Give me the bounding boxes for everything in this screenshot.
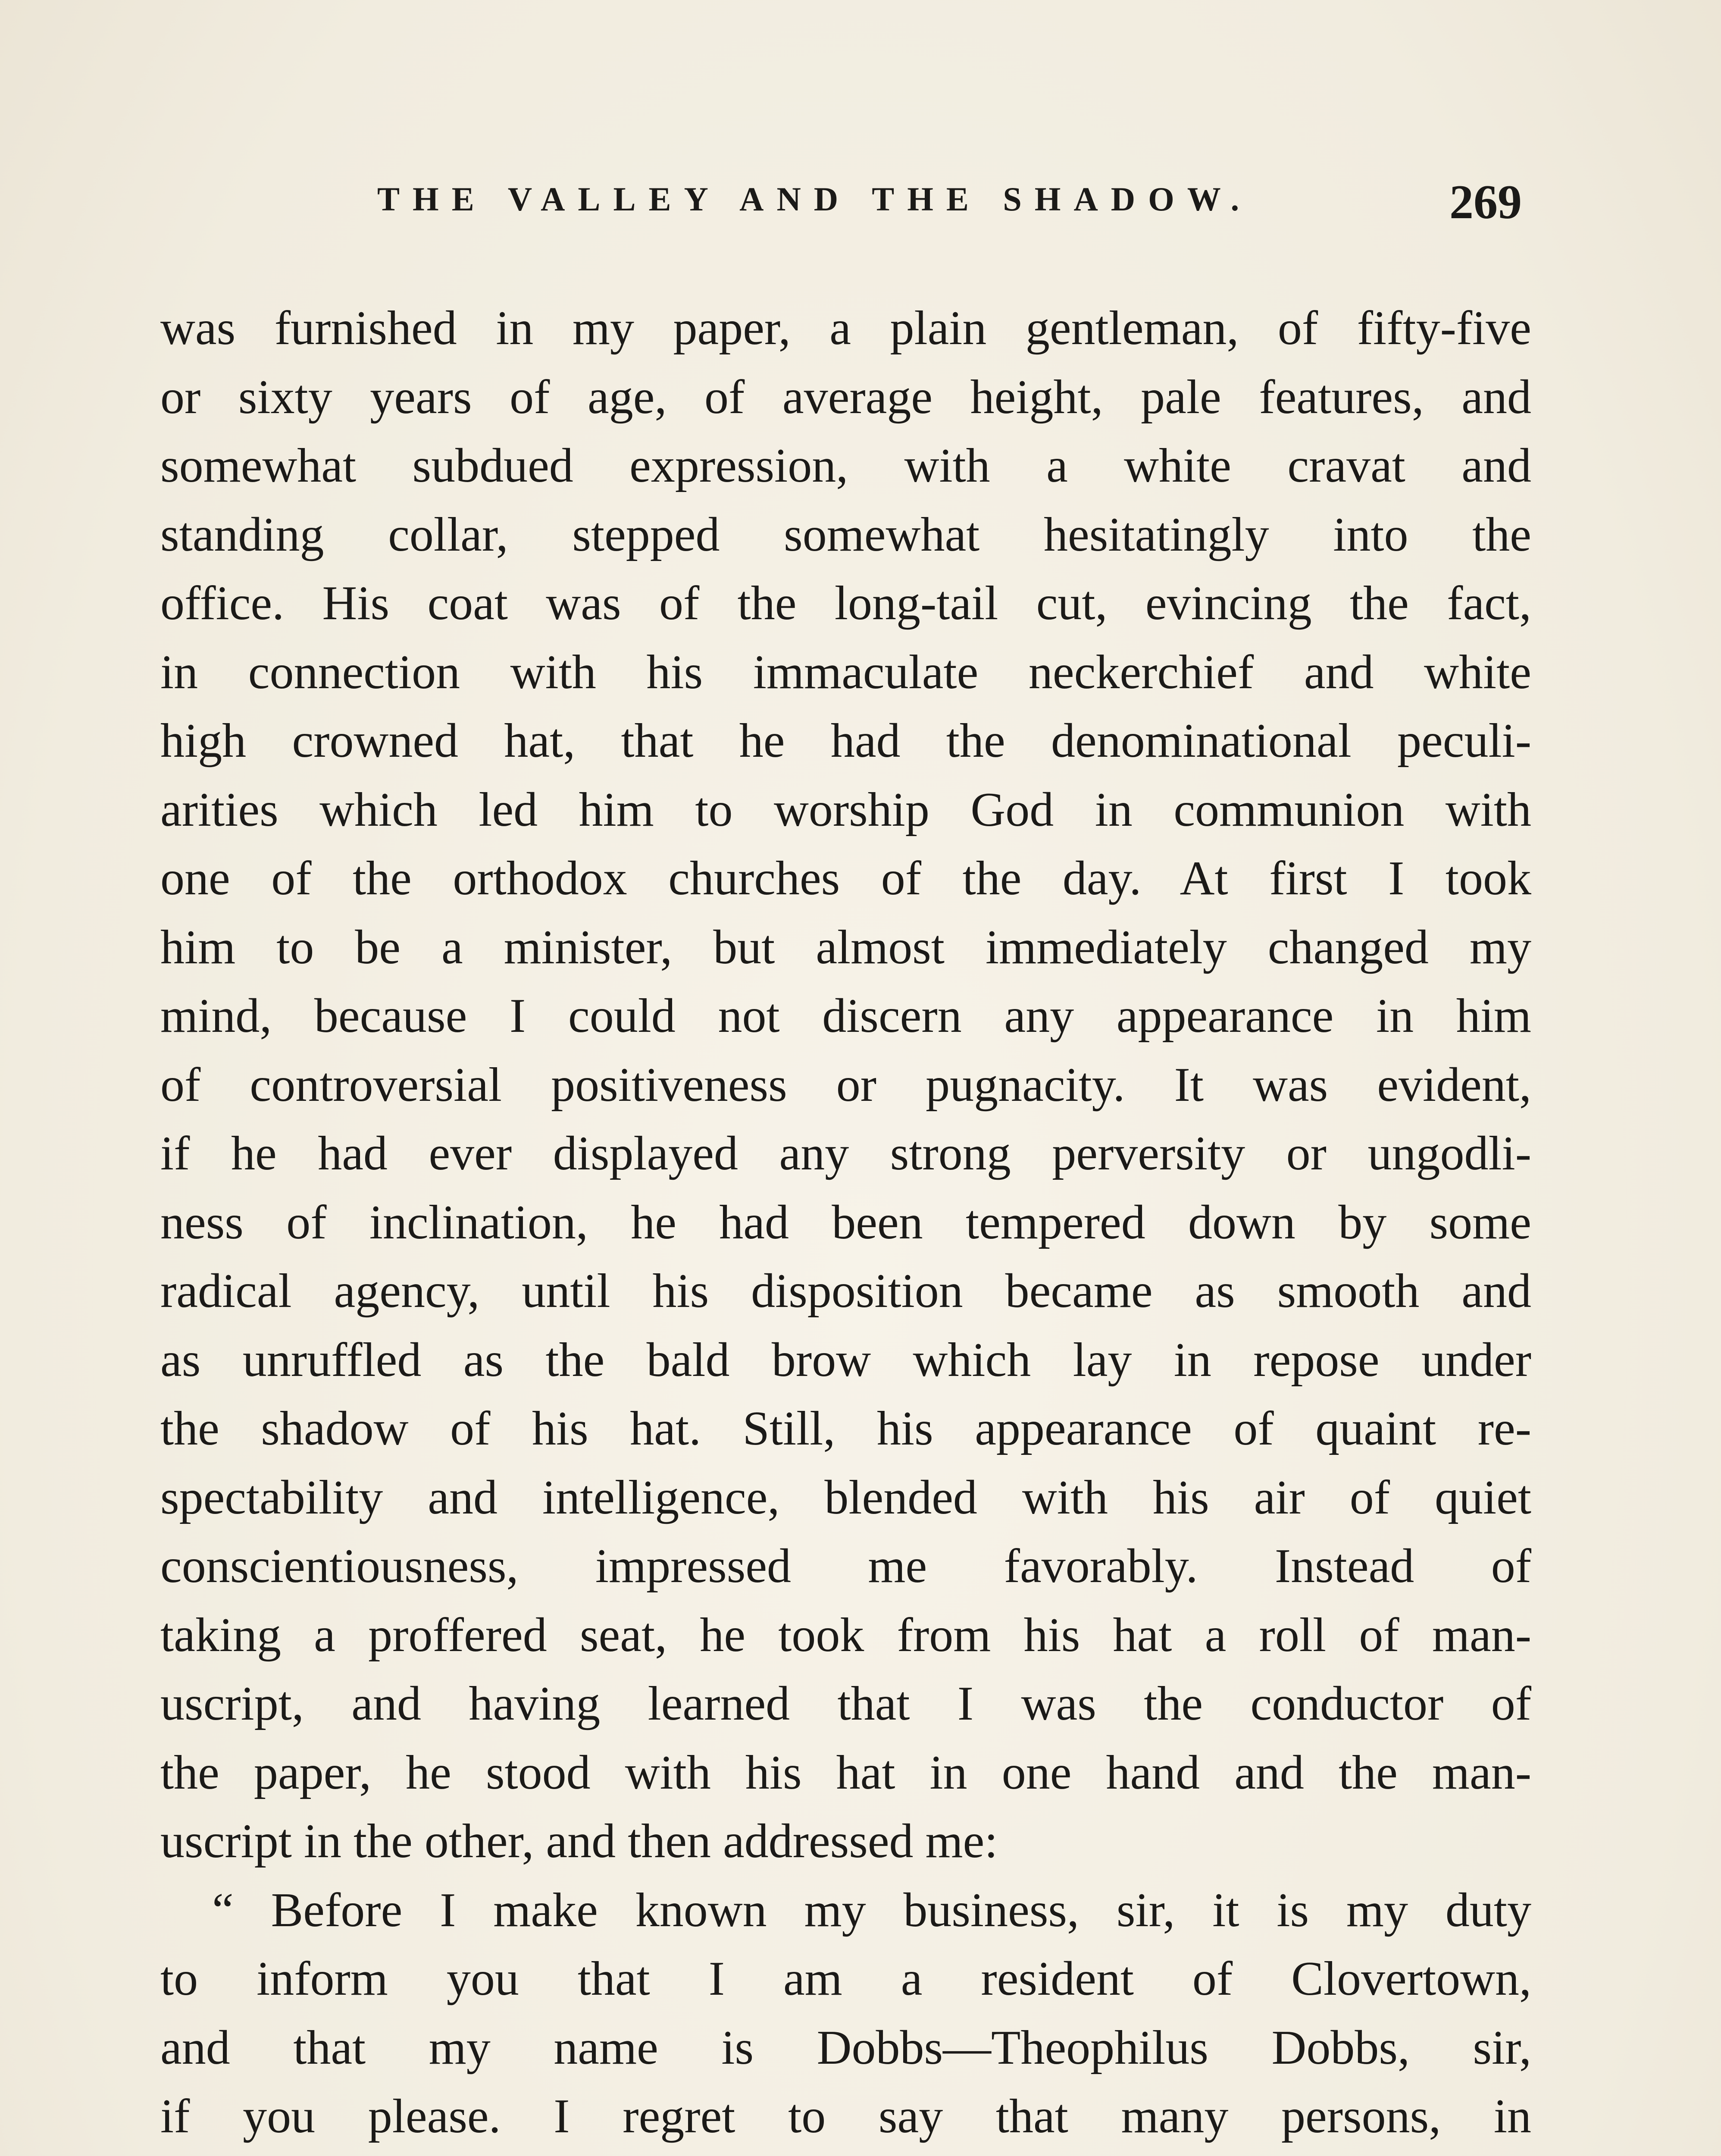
text-line: him to be a minister, but almost immediately changed my: [160, 920, 1531, 974]
text-line: if he had ever displayed any strong perversity or ungodli-: [160, 1127, 1531, 1180]
page-header: [160, 175, 1530, 235]
text-line: in connection with his immaculate neckerchief and white: [160, 645, 1531, 699]
text-line: to inform you that I am a resident of Clovertown,: [160, 1952, 1531, 2006]
text-line: uscript, and having learned that I was the conductor of: [160, 1677, 1531, 1730]
text-line: conscientiousness, impressed me favorably. Instead of: [160, 1539, 1531, 1593]
text-line: as unruffled as the bald brow which lay in repose under: [160, 1333, 1531, 1387]
text-line: the paper, he stood with his hat in one hand and the man-: [160, 1745, 1531, 1799]
body-text: [160, 294, 1531, 2156]
running-title: THE VALLEY AND THE SHADOW.: [377, 180, 1252, 218]
text-line: uscript in the other, and then addressed me:: [160, 1814, 998, 1868]
text-line: taking a proffered seat, he took from his hat a roll of man-: [160, 1608, 1531, 1662]
text-line: high crowned hat, that he had the denominational peculi-: [160, 714, 1531, 768]
text-line: radical agency, until his disposition became as smooth and: [160, 1264, 1531, 1318]
text-line: of controversial positiveness or pugnacity. It was evident,: [160, 1058, 1531, 1112]
text-line: mind, because I could not discern any appearance in him: [160, 989, 1531, 1043]
text-line: was furnished in my paper, a plain gentleman, of fifty-five: [160, 301, 1531, 355]
text-line: somewhat subdued expression, with a white cravat and: [160, 439, 1531, 492]
text-line: arities which led him to worship God in communion with: [160, 783, 1531, 837]
text-line: or sixty years of age, of average height, pale features, and: [160, 370, 1531, 424]
text-line: standing collar, stepped somewhat hesitatingly into the: [160, 508, 1531, 561]
text-line: “ Before I make known my business, sir, it is my duty: [212, 1883, 1531, 1937]
text-line: and that my name is Dobbs—Theophilus Dobbs, sir,: [160, 2021, 1531, 2075]
text-line: office. His coat was of the long-tail cut, evincing the fact,: [160, 577, 1531, 630]
text-line: spectability and intelligence, blended with his air of quiet: [160, 1470, 1531, 1524]
text-line: if you please. I regret to say that many persons, in: [160, 2090, 1531, 2143]
text-line: [160, 2151, 1531, 2156]
text-line: ness of inclination, he had been tempered down by some: [160, 1195, 1531, 1249]
text-line: one of the orthodox churches of the day. At first I took: [160, 852, 1531, 905]
text-line: the shadow of his hat. Still, his appearance of quaint re-: [160, 1402, 1531, 1455]
page-number: 269: [1449, 175, 1522, 229]
